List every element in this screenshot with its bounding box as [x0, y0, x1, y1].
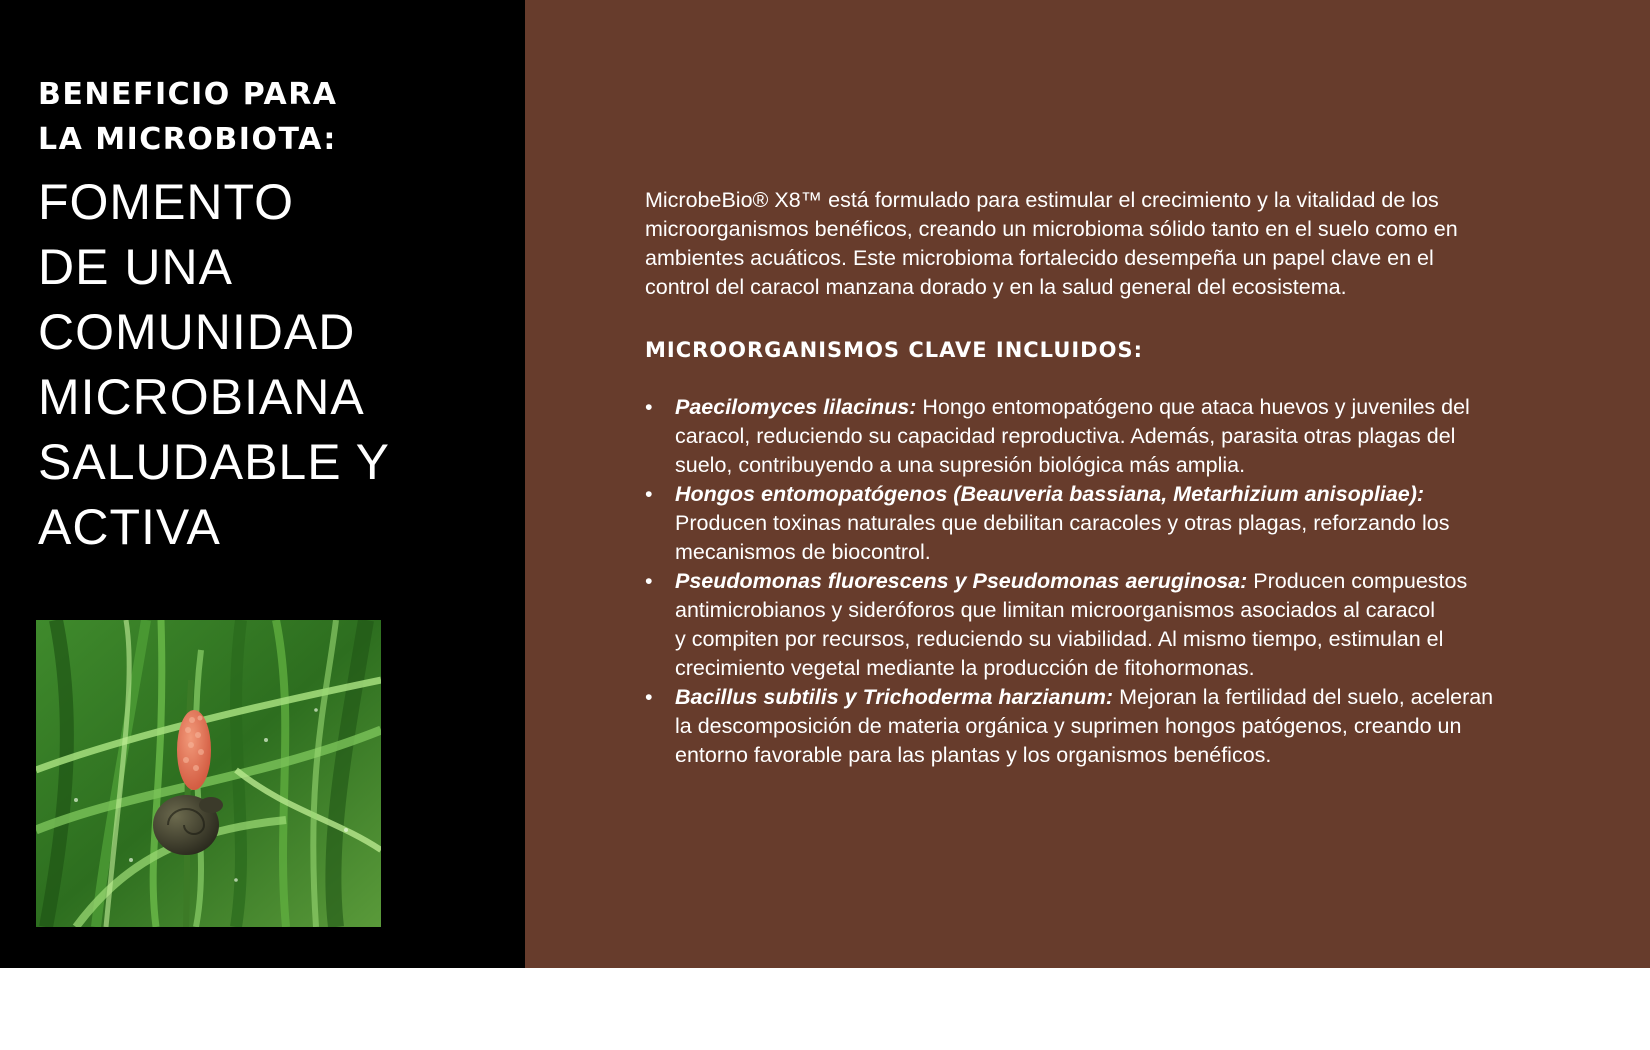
organism-name: Hongos entomopatógenos (Beauveria bassiana, Metarhizium anisopliae): — [675, 482, 1425, 506]
headline-line: ACTIVA — [38, 499, 221, 555]
list-item-line: crecimiento vegetal mediante la producción de fitohormonas. — [675, 656, 1255, 680]
organism-name: Bacillus subtilis y Trichoderma harzianum: — [675, 685, 1114, 709]
list-item-line: antimicrobianos y sideróforos que limitan microorganismos asociados al caracol — [675, 598, 1436, 622]
eyebrow-line: BENEFICIO PARA — [38, 77, 338, 112]
page-title — [38, 170, 508, 560]
list-item-line: entorno favorable para las plantas y los organismos benéficos. — [675, 743, 1272, 767]
organism-name: Paecilomyces lilacinus: — [675, 395, 917, 419]
microorganism-list — [645, 393, 1525, 770]
list-item — [645, 480, 1525, 567]
list-item-first-line — [675, 393, 1525, 422]
list-item-first-line — [675, 683, 1525, 712]
list-item — [645, 683, 1525, 770]
list-item — [645, 393, 1525, 480]
list-item-line: mecanismos de biocontrol. — [675, 540, 931, 564]
intro-line: microorganismos benéficos, creando un microbioma sólido tanto en el suelo como en — [645, 217, 1458, 241]
headline-line: SALUDABLE Y — [38, 434, 390, 490]
eyebrow-heading — [38, 72, 478, 162]
rice-snail-photo — [36, 620, 381, 927]
organism-description: Hongo entomopatógeno que ataca huevos y juveniles del — [916, 395, 1470, 419]
list-item-line: la descomposición de materia orgánica y suprimen hongos patógenos, creando un — [675, 714, 1462, 738]
list-item-line: y compiten por recursos, reduciendo su viabilidad. Al mismo tiempo, estimulan el — [675, 627, 1444, 651]
organism-description: Mejoran la fertilidad del suelo, aceleran — [1113, 685, 1494, 709]
main-content — [645, 186, 1525, 770]
bullet-icon: • — [645, 482, 653, 506]
section-title: MICROORGANISMOS CLAVE INCLUIDOS: — [645, 338, 1143, 362]
headline-line: DE UNA — [38, 239, 233, 295]
intro-line: MicrobeBio® X8™ está formulado para estimular el crecimiento y la vitalidad de los — [645, 188, 1439, 212]
organism-description: Producen compuestos — [1247, 569, 1468, 593]
list-item-first-line — [675, 480, 1525, 509]
list-item-first-line — [675, 567, 1525, 596]
list-item-line: caracol, reduciendo su capacidad reproductiva. Además, parasita otras plagas del — [675, 424, 1456, 448]
headline-line: MICROBIANA — [38, 369, 365, 425]
bullet-icon: • — [645, 569, 653, 593]
list-item-line: suelo, contribuyendo a una supresión biológica más amplia. — [675, 453, 1246, 477]
bullet-icon: • — [645, 395, 653, 419]
eyebrow-line: LA MICROBIOTA: — [38, 122, 337, 157]
intro-line: ambientes acuáticos. Este microbioma fortalecido desempeña un papel clave en el — [645, 246, 1434, 270]
headline-line: COMUNIDAD — [38, 304, 356, 360]
intro-line: control del caracol manzana dorado y en la salud general del ecosistema. — [645, 275, 1347, 299]
intro-paragraph — [645, 186, 1525, 302]
organism-name: Pseudomonas fluorescens y Pseudomonas aeruginosa: — [675, 569, 1248, 593]
rice-plant-snail-eggs-photo-icon — [36, 620, 381, 927]
list-item — [645, 567, 1525, 683]
bullet-icon: • — [645, 685, 653, 709]
list-item-line: Producen toxinas naturales que debilitan caracoles y otras plagas, reforzando los — [675, 511, 1450, 535]
headline-line: FOMENTO — [38, 174, 295, 230]
left-panel — [0, 0, 525, 968]
